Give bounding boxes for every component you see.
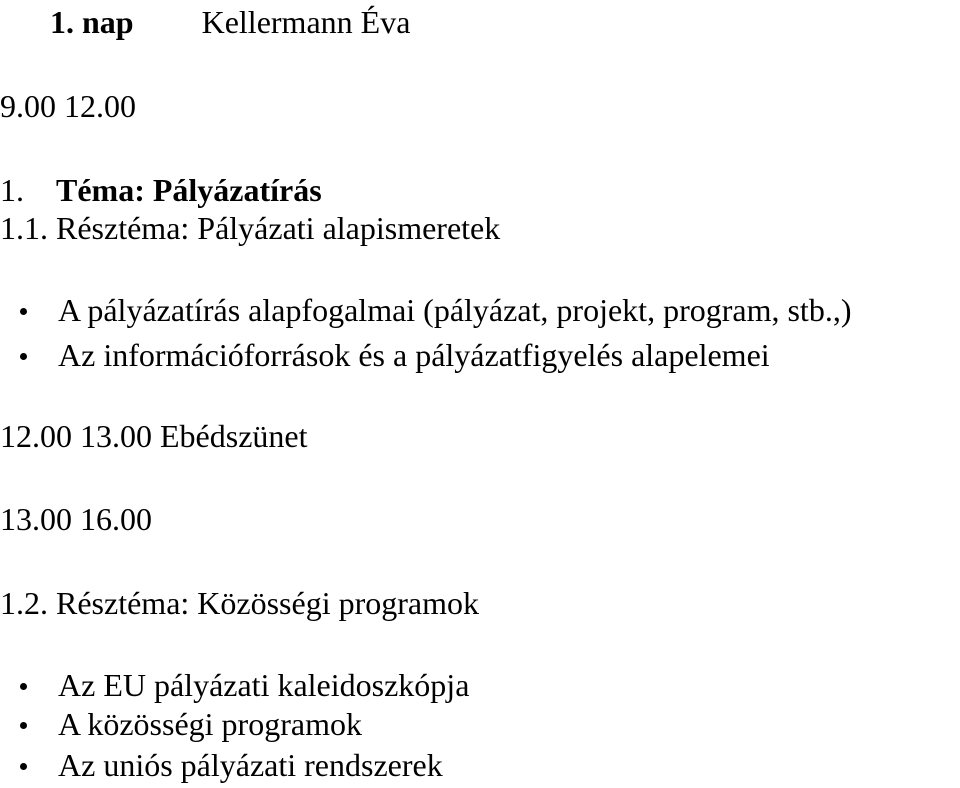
list-item-text: Az információforrások és a pályázatfigyelés alapelemei (58, 337, 770, 373)
list-item (20, 290, 851, 330)
bullet-icon (20, 763, 27, 770)
morning-time: 9.00 12.00 (0, 88, 136, 124)
list-item (20, 665, 469, 705)
bullet-icon (20, 308, 27, 315)
subtopic-heading-1 (0, 208, 500, 248)
list-item-text: A pályázatírás alapfogalmai (pályázat, projekt, program, stb.,) (58, 292, 852, 328)
list-item (20, 335, 770, 375)
list-item-text: Az EU pályázati kaleidoszkópja (58, 667, 470, 703)
bullet-icon (20, 722, 27, 729)
topic-heading (0, 170, 322, 210)
topic-label: Téma: Pályázatírás (56, 172, 322, 208)
list-item (20, 745, 443, 785)
afternoon-time: 13.00 16.00 (0, 501, 152, 537)
subtopic-number-2: 1.2. (0, 585, 48, 621)
subtopic-heading-2 (0, 583, 479, 623)
lunch-break: 12.00 13.00 Ebédszünet (0, 418, 308, 454)
subtopic-number-1: 1.1. (0, 210, 48, 246)
subtopic-label-2: Résztéma: Közösségi programok (56, 585, 479, 621)
list-item-text: A közösségi programok (58, 706, 362, 742)
day-heading (50, 2, 410, 42)
list-item (20, 704, 362, 744)
bullet-icon (20, 353, 27, 360)
subtopic-label-1: Résztéma: Pályázati alapismeretek (56, 210, 501, 246)
topic-number: 1. (0, 172, 24, 208)
bullet-icon (20, 683, 27, 690)
day-label: 1. nap (50, 4, 134, 40)
list-item-text: Az uniós pályázati rendszerek (58, 747, 443, 783)
presenter-name: Kellermann Éva (201, 4, 411, 40)
